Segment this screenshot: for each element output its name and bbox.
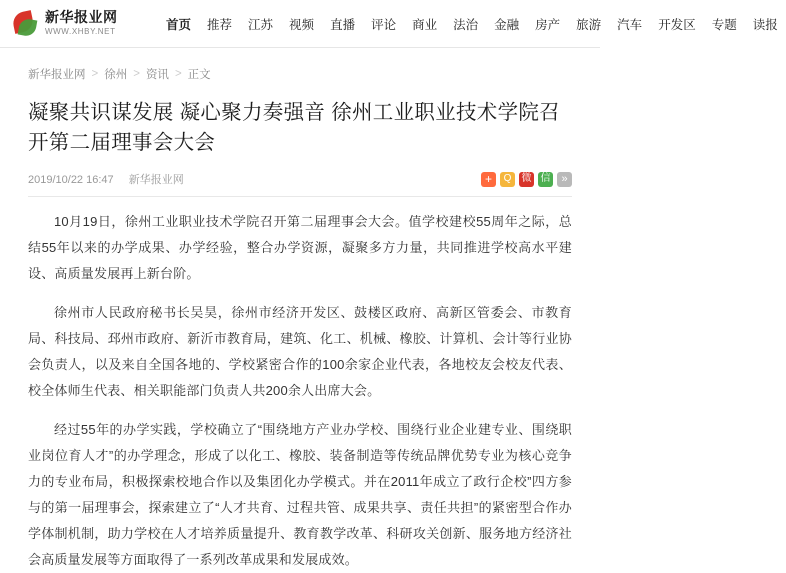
article-meta	[28, 171, 572, 197]
nav-item-travel[interactable]: 旅游	[576, 17, 602, 32]
leaf-logo-icon	[10, 9, 40, 39]
breadcrumb-item-xuzhou[interactable]: 徐州	[104, 69, 128, 81]
breadcrumb-item-home[interactable]: 新华报业网	[28, 69, 86, 81]
breadcrumb	[28, 66, 572, 82]
main-nav	[158, 15, 786, 33]
nav-item-recommend[interactable]: 推荐	[207, 17, 233, 32]
site-header	[0, 0, 778, 48]
share-qzone-icon[interactable]: Q	[500, 172, 515, 187]
logo-title: 新华报业网	[45, 9, 118, 26]
nav-item-video[interactable]: 视频	[289, 17, 315, 32]
nav-item-home[interactable]: 首页	[166, 17, 192, 32]
share-bar	[481, 172, 572, 187]
article-date: 2019/10/22 16:47	[28, 174, 114, 187]
article-paragraph: 徐州市人民政府秘书长吴昊，徐州市经济开发区、鼓楼区政府、高新区管委会、市教育局、科技局、邳州市政府、新沂市教育局，建筑、化工、机械、橡胶、计算机、会计等行业协会负责人，以及来自全国各地的、学校紧密合作的100余家企业代表，各地校友会校友代表、校全体师生代表、相关职能部门负责人共200余人出席大会。	[28, 305, 572, 399]
article-meta-left	[28, 171, 184, 187]
nav-item-devzone[interactable]: 开发区	[658, 17, 696, 32]
share-weibo-icon[interactable]: 微	[519, 172, 534, 187]
nav-item-auto[interactable]: 汽车	[617, 17, 643, 32]
nav-item-finance[interactable]: 金融	[494, 17, 520, 32]
logo-text	[45, 10, 118, 36]
nav-item-property[interactable]: 房产	[535, 17, 561, 32]
nav-item-law[interactable]: 法治	[453, 17, 479, 32]
nav-item-jiangsu[interactable]: 江苏	[248, 17, 274, 32]
article-paragraph: 经过55年的办学实践，学校确立了“围绕地方产业办学校、围绕行业企业建专业、围绕职业岗位育人才”的办学理念，形成了以化工、橡胶、装备制造等传统品牌优势专业为核心竞争力的专业布局，积极探索校地合作以及集团化办学模式。并在2011年成立了政行企校”四方参与的第一届理事会，探索建立了“人才共育、过程共管、成果共享、责任共担”的紧密型合作办学体制机制，助力学校在人才培养质量提升、教育教学改革、科研攻关创新、服务地方经济社会高质量发展等方面取得了一系列改革成果和发展成效。	[28, 422, 572, 568]
article-title: 凝聚共识谋发展 凝心聚力奏强音 徐州工业职业技术学院召开第二届理事会大会	[28, 101, 560, 154]
nav-item-special[interactable]: 专题	[711, 17, 737, 32]
nav-item-comment[interactable]: 评论	[371, 17, 397, 32]
breadcrumb-separator: >	[174, 68, 182, 80]
nav-item-epaper[interactable]: 读报	[752, 17, 778, 32]
nav-item-live[interactable]: 直播	[330, 17, 356, 32]
breadcrumb-separator: >	[133, 68, 140, 80]
content-wrapper	[0, 66, 600, 573]
article-paragraph: 10月19日，徐州工业职业技术学院召开第二届理事会大会。值学校建校55周年之际，总结55年以来的办学成果、办学经验，整合办学资源，凝聚多方力量，共同推进学校高水平建设、高质量发展再上新台阶。	[28, 214, 572, 282]
breadcrumb-separator: >	[91, 68, 99, 80]
share-wechat-icon[interactable]: 信	[538, 172, 553, 187]
share-more-icon[interactable]: »	[557, 172, 572, 187]
logo-subtitle: WWW.XHBY.NET	[45, 27, 116, 37]
nav-item-business[interactable]: 商业	[412, 17, 438, 32]
breadcrumb-item-current: 正文	[187, 69, 211, 81]
article-source: 新华报业网	[128, 174, 184, 187]
share-plus-icon[interactable]: +	[481, 172, 496, 187]
article-body	[28, 209, 572, 573]
site-logo[interactable]	[10, 9, 158, 39]
breadcrumb-item-news[interactable]: 资讯	[145, 69, 169, 81]
